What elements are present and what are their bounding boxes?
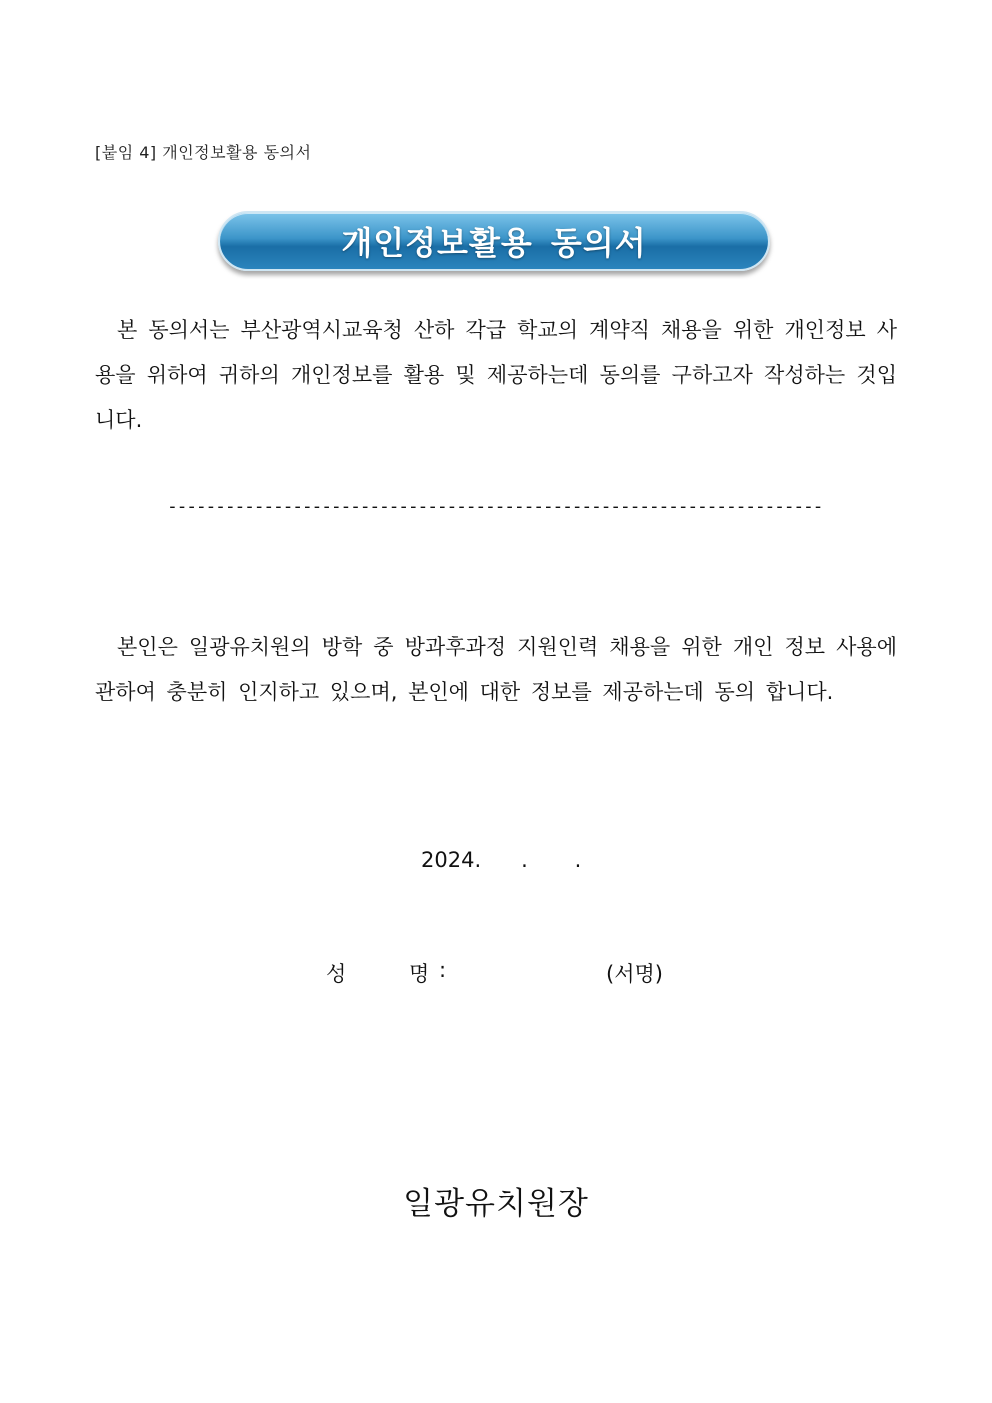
document-title: 개인정보활용 동의서 <box>341 224 647 262</box>
name-label-second: 명 <box>409 962 430 986</box>
section-divider: -------------------------------------------------------------------- <box>167 496 823 517</box>
intro-paragraph-text: 본 동의서는 부산광역시교육청 산하 각급 학교의 계약직 채용을 위한 개인정보 사용을 위하여 귀하의 개인정보를 활용 및 제공하는데 동의를 구하고자 작성하는 것입니다. <box>95 318 897 432</box>
name-signature-field[interactable] <box>460 955 590 987</box>
attachment-label: [붙임 4] 개인정보활용 동의서 <box>95 143 312 162</box>
signature-label: (서명) <box>606 962 663 986</box>
intro-paragraph <box>95 308 897 443</box>
consent-paragraph-text: 본인은 일광유치원의 방학 중 방과후과정 지원인력 채용을 위한 개인 정보 사용에 관하여 충분히 인지하고 있으며, 본인에 대한 정보를 제공하는데 동의 합니다. <box>95 635 897 704</box>
name-label-first: 성 <box>326 962 347 986</box>
title-banner <box>218 211 770 271</box>
name-colon: : <box>439 958 447 982</box>
consent-paragraph <box>95 625 897 715</box>
organization-name: 일광유치원장 <box>403 1186 589 1222</box>
date-field[interactable]: 2024. . . <box>421 848 582 872</box>
